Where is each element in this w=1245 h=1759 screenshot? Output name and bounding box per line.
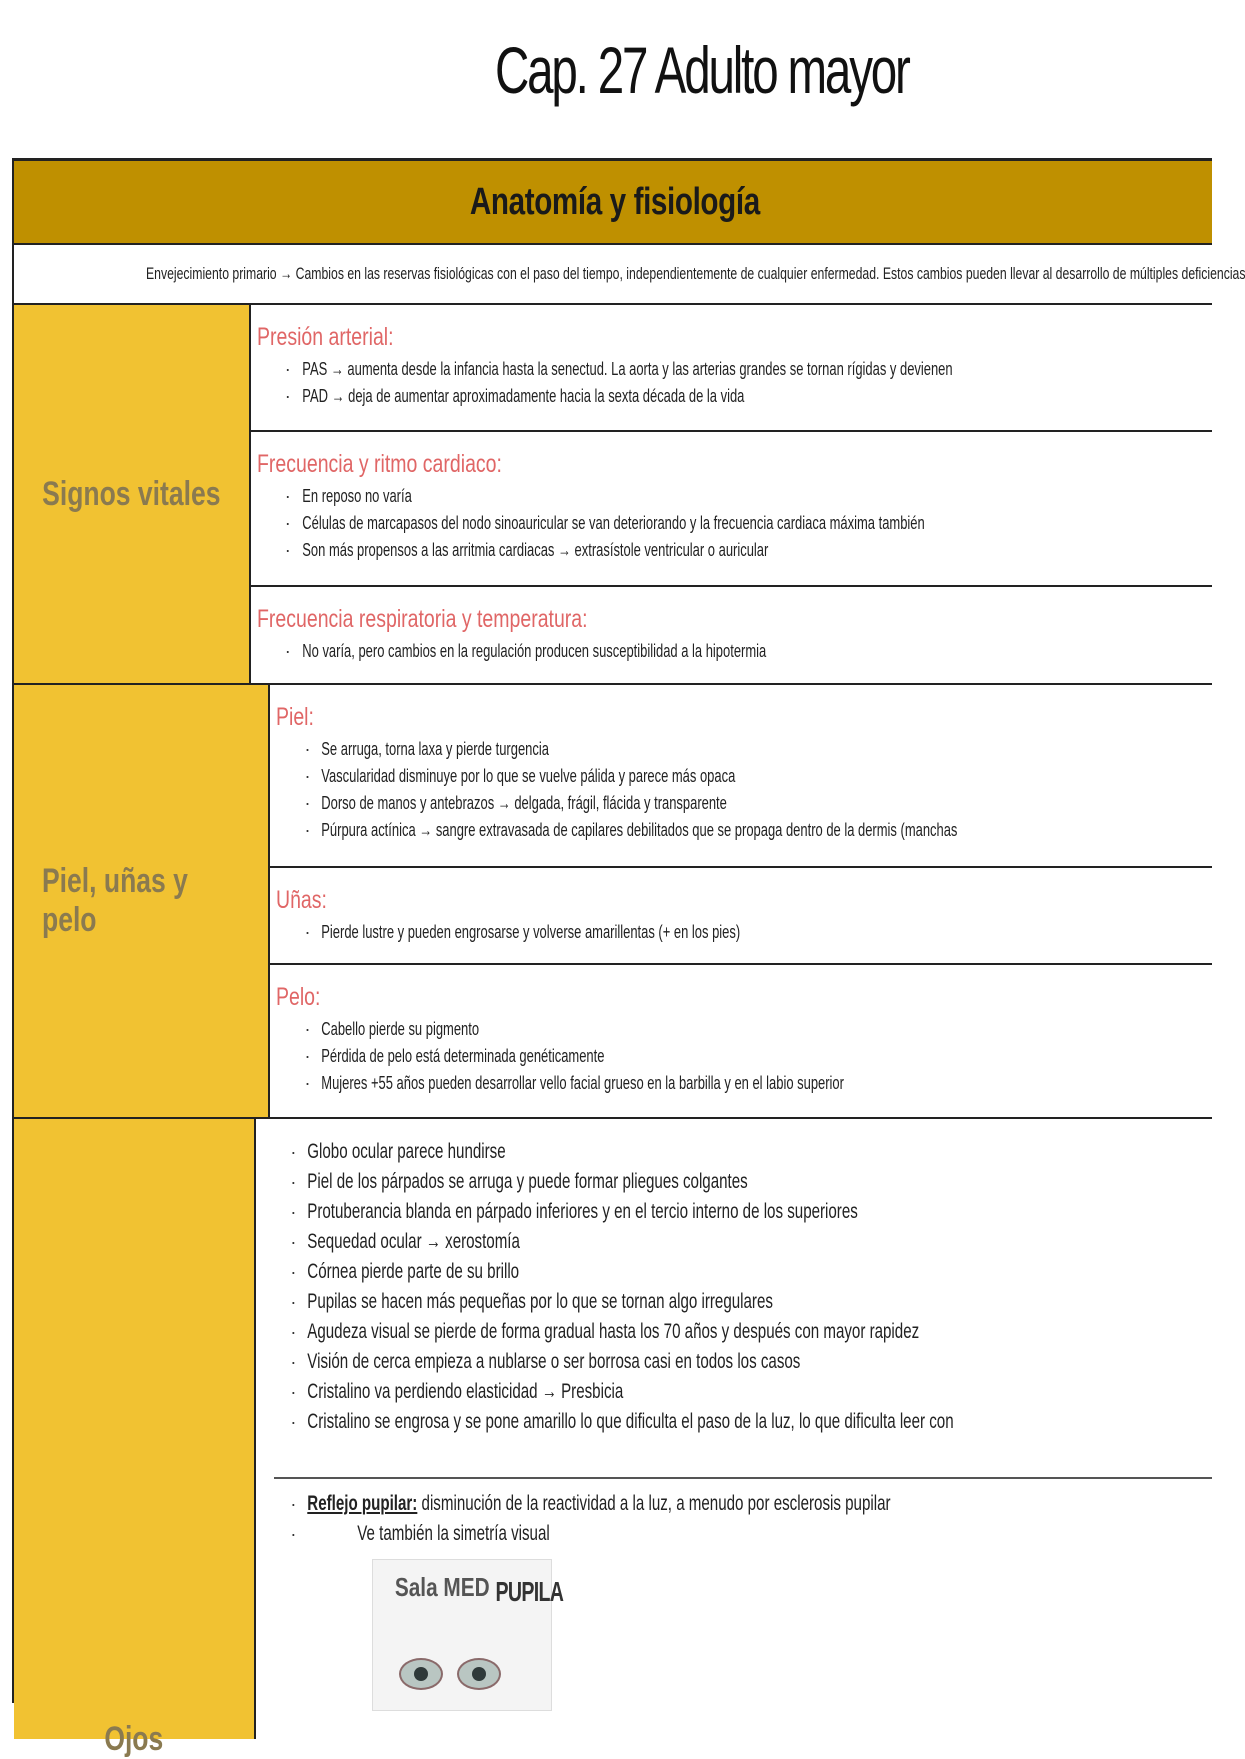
row-signos-vitales [14, 305, 1212, 685]
list-item: · Mujeres +55 años pueden desarrollar vello facial grueso en la barbilla y en el labio superior [304, 1070, 1212, 1097]
list-item: · Visión de cerca empieza a nublarse o ser borrosa casi en todos los casos [290, 1347, 1212, 1377]
divider [274, 1477, 1212, 1479]
row-content [270, 685, 1212, 1117]
cell-ojos [256, 1119, 1212, 1711]
list-item: · Dorso de manos y antebrazos → delgada, frágil, flácida y transparente [304, 790, 1212, 817]
cell-respiratoria [251, 587, 1212, 683]
row-label: Signos vitales [42, 474, 221, 513]
list-item: · Son más propensos a las arritmia cardiacas → extrasístole ventricular o auricular [285, 537, 1212, 564]
row-content [256, 1119, 1212, 1739]
logo: Sala MED [395, 1572, 490, 1602]
list-item: · Se arruga, torna laxa y pierde turgencia [304, 736, 1212, 763]
row-label-cell [14, 305, 251, 683]
list-item: · Pupilas se hacen más pequeñas por lo que se tornan algo irregulares [290, 1287, 1212, 1317]
eye-icon [457, 1658, 501, 1690]
pupila-thumbnail [372, 1559, 564, 1711]
list-item: · Cabello pierde su pigmento [304, 1016, 1212, 1043]
cell-pelo [270, 965, 1212, 1117]
list-item: · Ve también la simetría visual [290, 1519, 1212, 1549]
list-item: · Vascularidad disminuye por lo que se vuelve pálida y parece más opaca [304, 763, 1212, 790]
thumbnail-title: PUPILA [495, 1576, 564, 1607]
reflex-label: Reflejo pupilar: [307, 1492, 418, 1515]
list-item [290, 1489, 1212, 1519]
list-item: · No varía, pero cambios en la regulación producen susceptibilidad a la hipotermia [285, 638, 1212, 665]
subheading: Frecuencia respiratoria y temperatura: [256, 605, 588, 633]
eye-icon [399, 1658, 443, 1690]
reflex-text: disminución de la reactividad a la luz, a menudo por esclerosis pupilar [417, 1492, 891, 1515]
list-item: · Pierde lustre y pueden engrosarse y volverse amarillentas (+ en los pies) [304, 919, 1212, 946]
list-item: · En reposo no varía [285, 483, 1212, 510]
subheading: Uñas: [276, 886, 328, 914]
list-item: · Piel de los párpados se arruga y puede formar pliegues colgantes [290, 1167, 1212, 1197]
row-label: Ojos [104, 1720, 164, 1758]
subheading: Pelo: [276, 983, 321, 1011]
cell-unas [270, 868, 1212, 965]
notes-table [12, 158, 1245, 1758]
list-item: · Cristalino se engrosa y se pone amarillo lo que dificulta el paso de la luz, lo que dificulta leer con [290, 1407, 1212, 1437]
row-ojos [14, 1119, 1212, 1758]
list-item: · Córnea pierde parte de su brillo [290, 1257, 1212, 1287]
cell-presion [251, 305, 1212, 432]
row-piel-unas-pelo [14, 685, 1212, 1119]
list-item: · Globo ocular parece hundirse [290, 1137, 1212, 1167]
list-item: · Púrpura actínica → sangre extravasada de capilares debilitados que se propaga dentro de la dermis (manchas [304, 817, 1212, 844]
list-item: · Pérdida de pelo está determinada genéticamente [304, 1043, 1212, 1070]
list-item: · Cristalino va perdiendo elasticidad → Presbicia [290, 1377, 1212, 1407]
list-item: · PAS → aumenta desde la infancia hasta la senectud. La aorta y las arterias grandes se tornan rígidas y devienen [285, 356, 1212, 383]
list-item: · Agudeza visual se pierde de forma gradual hasta los 70 años y después con mayor rapidez [290, 1317, 1212, 1347]
subheading: Frecuencia y ritmo cardiaco: [256, 450, 502, 478]
intro-text: Envejecimiento primario → Cambios en las reservas fisiológicas con el paso del tiempo, independientemente de cualquier enfermedad. Estos cambios pueden llevar al desarrollo de múltiples deficiencias [146, 264, 1245, 283]
row-label: Piel, uñas y pelo [41, 862, 188, 939]
cell-frecuencia [251, 432, 1212, 587]
list-item: · Células de marcapasos del nodo sinoauricular se van deteriorando y la frecuencia cardiaca máxima también [285, 510, 1212, 537]
page-title: Cap. 27 Adulto mayor [494, 33, 909, 107]
cell-piel [270, 685, 1212, 868]
section-header [14, 161, 1212, 245]
row-content [251, 305, 1212, 683]
list-item: · Sequedad ocular → xerostomía [290, 1227, 1212, 1257]
subheading: Piel: [276, 703, 315, 731]
row-label-cell [14, 1119, 256, 1758]
list-item: · Protuberancia blanda en párpado inferiores y en el tercio interno de los superiores [290, 1197, 1212, 1227]
intro-row [14, 245, 1245, 305]
subheading: Presión arterial: [256, 323, 394, 351]
list-item: · PAD → deja de aumentar aproximadamente hacia la sexta década de la vida [285, 383, 1212, 410]
row-label-cell [14, 685, 270, 1117]
section-header-text: Anatomía y fisiología [470, 180, 760, 223]
